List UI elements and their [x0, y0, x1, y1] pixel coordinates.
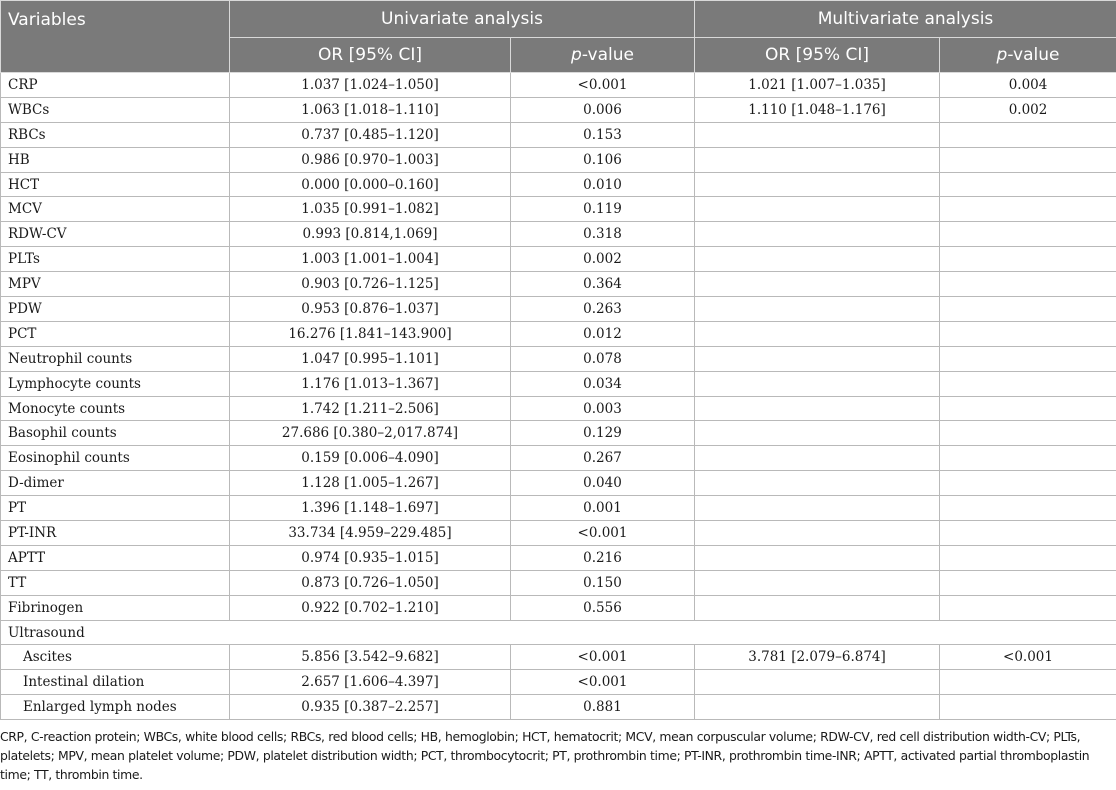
uni-or-value: 0.974 [0.935–1.015] [230, 545, 511, 570]
multi-or-value [695, 297, 940, 322]
variable-name: Fibrinogen [1, 595, 230, 620]
variable-name: RDW-CV [1, 222, 230, 247]
uni-or-value: 0.922 [0.702–1.210] [230, 595, 511, 620]
variable-name: D-dimer [1, 471, 230, 496]
multi-p-value [940, 446, 1116, 471]
multivariate-header: Multivariate analysis [695, 1, 1116, 38]
table-row [1, 471, 1116, 496]
uni-p-value: 0.129 [511, 421, 695, 446]
multi-p-value [940, 545, 1116, 570]
uni-or-value: 0.953 [0.876–1.037] [230, 297, 511, 322]
table-row [1, 147, 1116, 172]
multi-or-value: 1.110 [1.048–1.176] [695, 97, 940, 122]
uni-p-value: 0.318 [511, 222, 695, 247]
multi-p-value [940, 321, 1116, 346]
table-row [1, 272, 1116, 297]
uni-p-value: <0.001 [511, 645, 695, 670]
table-row [1, 97, 1116, 122]
multi-p-header: p-value [940, 38, 1116, 73]
multi-p-value [940, 570, 1116, 595]
uni-p-value: 0.119 [511, 197, 695, 222]
table-row [1, 122, 1116, 147]
uni-p-value: 0.556 [511, 595, 695, 620]
uni-p-value: 0.034 [511, 371, 695, 396]
uni-p-value: <0.001 [511, 670, 695, 695]
table-row [1, 247, 1116, 272]
multi-or-value [695, 496, 940, 521]
table-row [1, 570, 1116, 595]
uni-or-value: 0.873 [0.726–1.050] [230, 570, 511, 595]
multi-p-value [940, 371, 1116, 396]
variable-name: Basophil counts [1, 421, 230, 446]
table-row [1, 421, 1116, 446]
table-row [1, 670, 1116, 695]
section-label: Ultrasound [1, 620, 1116, 645]
multi-p-value [940, 695, 1116, 720]
table-row [1, 545, 1116, 570]
multi-p-value [940, 595, 1116, 620]
table-row [1, 695, 1116, 720]
table-body [1, 73, 1116, 720]
multi-p-value: 0.004 [940, 73, 1116, 98]
table-row [1, 297, 1116, 322]
multi-or-value [695, 346, 940, 371]
variable-name: PDW [1, 297, 230, 322]
table-row [1, 222, 1116, 247]
uni-p-value: 0.001 [511, 496, 695, 521]
table-row [1, 321, 1116, 346]
multi-or-value: 3.781 [2.079–6.874] [695, 645, 940, 670]
multi-or-value [695, 371, 940, 396]
uni-p-value: 0.040 [511, 471, 695, 496]
variable-name: Lymphocyte counts [1, 371, 230, 396]
uni-p-header: p-value [511, 38, 695, 73]
uni-p-value: 0.010 [511, 172, 695, 197]
uni-or-header: OR [95% CI] [230, 38, 511, 73]
uni-p-value: 0.106 [511, 147, 695, 172]
uni-p-value: 0.078 [511, 346, 695, 371]
uni-or-value: 1.035 [0.991–1.082] [230, 197, 511, 222]
multi-p-value [940, 247, 1116, 272]
uni-or-value: 0.903 [0.726–1.125] [230, 272, 511, 297]
table-row [1, 446, 1116, 471]
variable-name: APTT [1, 545, 230, 570]
uni-p-value: 0.003 [511, 396, 695, 421]
multi-p-value [940, 670, 1116, 695]
multi-or-value [695, 222, 940, 247]
multi-or-value [695, 421, 940, 446]
variable-name: Ascites [1, 645, 230, 670]
variable-name: PT-INR [1, 521, 230, 546]
uni-or-value: 1.396 [1.148–1.697] [230, 496, 511, 521]
multi-p-value [940, 222, 1116, 247]
uni-or-value: 2.657 [1.606–4.397] [230, 670, 511, 695]
variable-name: MPV [1, 272, 230, 297]
multi-p-value: 0.002 [940, 97, 1116, 122]
multi-p-value [940, 396, 1116, 421]
variable-name: Monocyte counts [1, 396, 230, 421]
section-row [1, 620, 1116, 645]
multi-or-value [695, 147, 940, 172]
multi-or-value [695, 172, 940, 197]
uni-p-value: 0.881 [511, 695, 695, 720]
uni-or-value: 0.000 [0.000–0.160] [230, 172, 511, 197]
uni-p-value: 0.216 [511, 545, 695, 570]
uni-or-value: 0.935 [0.387–2.257] [230, 695, 511, 720]
variable-name: Neutrophil counts [1, 346, 230, 371]
multi-p-value [940, 496, 1116, 521]
multi-or-value [695, 446, 940, 471]
multi-or-value: 1.021 [1.007–1.035] [695, 73, 940, 98]
variable-name: PCT [1, 321, 230, 346]
multi-or-value [695, 595, 940, 620]
multi-p-value [940, 521, 1116, 546]
multi-p-value [940, 172, 1116, 197]
variable-name: MCV [1, 197, 230, 222]
table-row [1, 496, 1116, 521]
multi-p-value [940, 421, 1116, 446]
uni-or-value: 27.686 [0.380–2,017.874] [230, 421, 511, 446]
uni-or-value: 1.742 [1.211–2.506] [230, 396, 511, 421]
variable-name: PLTs [1, 247, 230, 272]
multi-or-value [695, 670, 940, 695]
uni-or-value: 33.734 [4.959–229.485] [230, 521, 511, 546]
multi-or-header: OR [95% CI] [695, 38, 940, 73]
table-footnote: CRP, C-reaction protein; WBCs, white blood cells; RBCs, red blood cells; HB, hemoglobin; HCT, hematocrit; MCV, mean corpuscular volume; RDW-CV, red cell distribution width-CV; PLTs, platelets; MPV, mean platelet volume; PDW, platelet distribution width; PCT, thrombocytocrit; PT, prothrombin time; PT-INR, prothrombin time-INR; APTT, activated partial thromboplastin time; TT, thrombin time. [0, 729, 1090, 782]
uni-or-value: 1.037 [1.024–1.050] [230, 73, 511, 98]
multi-p-value [940, 346, 1116, 371]
variable-name: TT [1, 570, 230, 595]
uni-p-value: 0.263 [511, 297, 695, 322]
variable-name: HB [1, 147, 230, 172]
variable-name: CRP [1, 73, 230, 98]
table-row [1, 521, 1116, 546]
uni-or-value: 0.159 [0.006–4.090] [230, 446, 511, 471]
table-row [1, 595, 1116, 620]
table-row [1, 172, 1116, 197]
multi-or-value [695, 321, 940, 346]
multi-or-value [695, 521, 940, 546]
multi-or-value [695, 396, 940, 421]
multi-or-value [695, 197, 940, 222]
uni-or-value: 1.063 [1.018–1.110] [230, 97, 511, 122]
uni-or-value: 0.986 [0.970–1.003] [230, 147, 511, 172]
multi-or-value [695, 272, 940, 297]
uni-or-value: 0.993 [0.814,1.069] [230, 222, 511, 247]
variable-name: Intestinal dilation [1, 670, 230, 695]
uni-or-value: 0.737 [0.485–1.120] [230, 122, 511, 147]
multi-or-value [695, 545, 940, 570]
variable-name: Eosinophil counts [1, 446, 230, 471]
uni-p-value: 0.002 [511, 247, 695, 272]
uni-or-value: 5.856 [3.542–9.682] [230, 645, 511, 670]
multi-or-value [695, 570, 940, 595]
multi-or-value [695, 122, 940, 147]
uni-or-value: 1.003 [1.001–1.004] [230, 247, 511, 272]
uni-or-value: 1.128 [1.005–1.267] [230, 471, 511, 496]
uni-or-value: 1.047 [0.995–1.101] [230, 346, 511, 371]
uni-p-value: <0.001 [511, 521, 695, 546]
uni-or-value: 1.176 [1.013–1.367] [230, 371, 511, 396]
multi-p-value [940, 147, 1116, 172]
table-row [1, 73, 1116, 98]
variable-name: HCT [1, 172, 230, 197]
uni-p-value: <0.001 [511, 73, 695, 98]
variable-name: Enlarged lymph nodes [1, 695, 230, 720]
multi-or-value [695, 471, 940, 496]
table-row [1, 396, 1116, 421]
multi-or-value [695, 695, 940, 720]
multi-p-value [940, 297, 1116, 322]
multi-p-value [940, 471, 1116, 496]
variables-header: Variables [1, 1, 230, 73]
table-row [1, 371, 1116, 396]
uni-p-value: 0.267 [511, 446, 695, 471]
uni-p-value: 0.012 [511, 321, 695, 346]
variable-name: WBCs [1, 97, 230, 122]
multi-p-value [940, 272, 1116, 297]
multi-p-value: <0.001 [940, 645, 1116, 670]
univariate-header: Univariate analysis [230, 1, 695, 38]
uni-p-value: 0.006 [511, 97, 695, 122]
table-row [1, 197, 1116, 222]
multi-p-value [940, 122, 1116, 147]
multi-p-value [940, 197, 1116, 222]
variable-name: PT [1, 496, 230, 521]
table-row [1, 346, 1116, 371]
multi-or-value [695, 247, 940, 272]
uni-p-value: 0.364 [511, 272, 695, 297]
uni-p-value: 0.150 [511, 570, 695, 595]
uni-p-value: 0.153 [511, 122, 695, 147]
variable-name: RBCs [1, 122, 230, 147]
uni-or-value: 16.276 [1.841–143.900] [230, 321, 511, 346]
table-header [1, 1, 1116, 73]
table-row [1, 645, 1116, 670]
